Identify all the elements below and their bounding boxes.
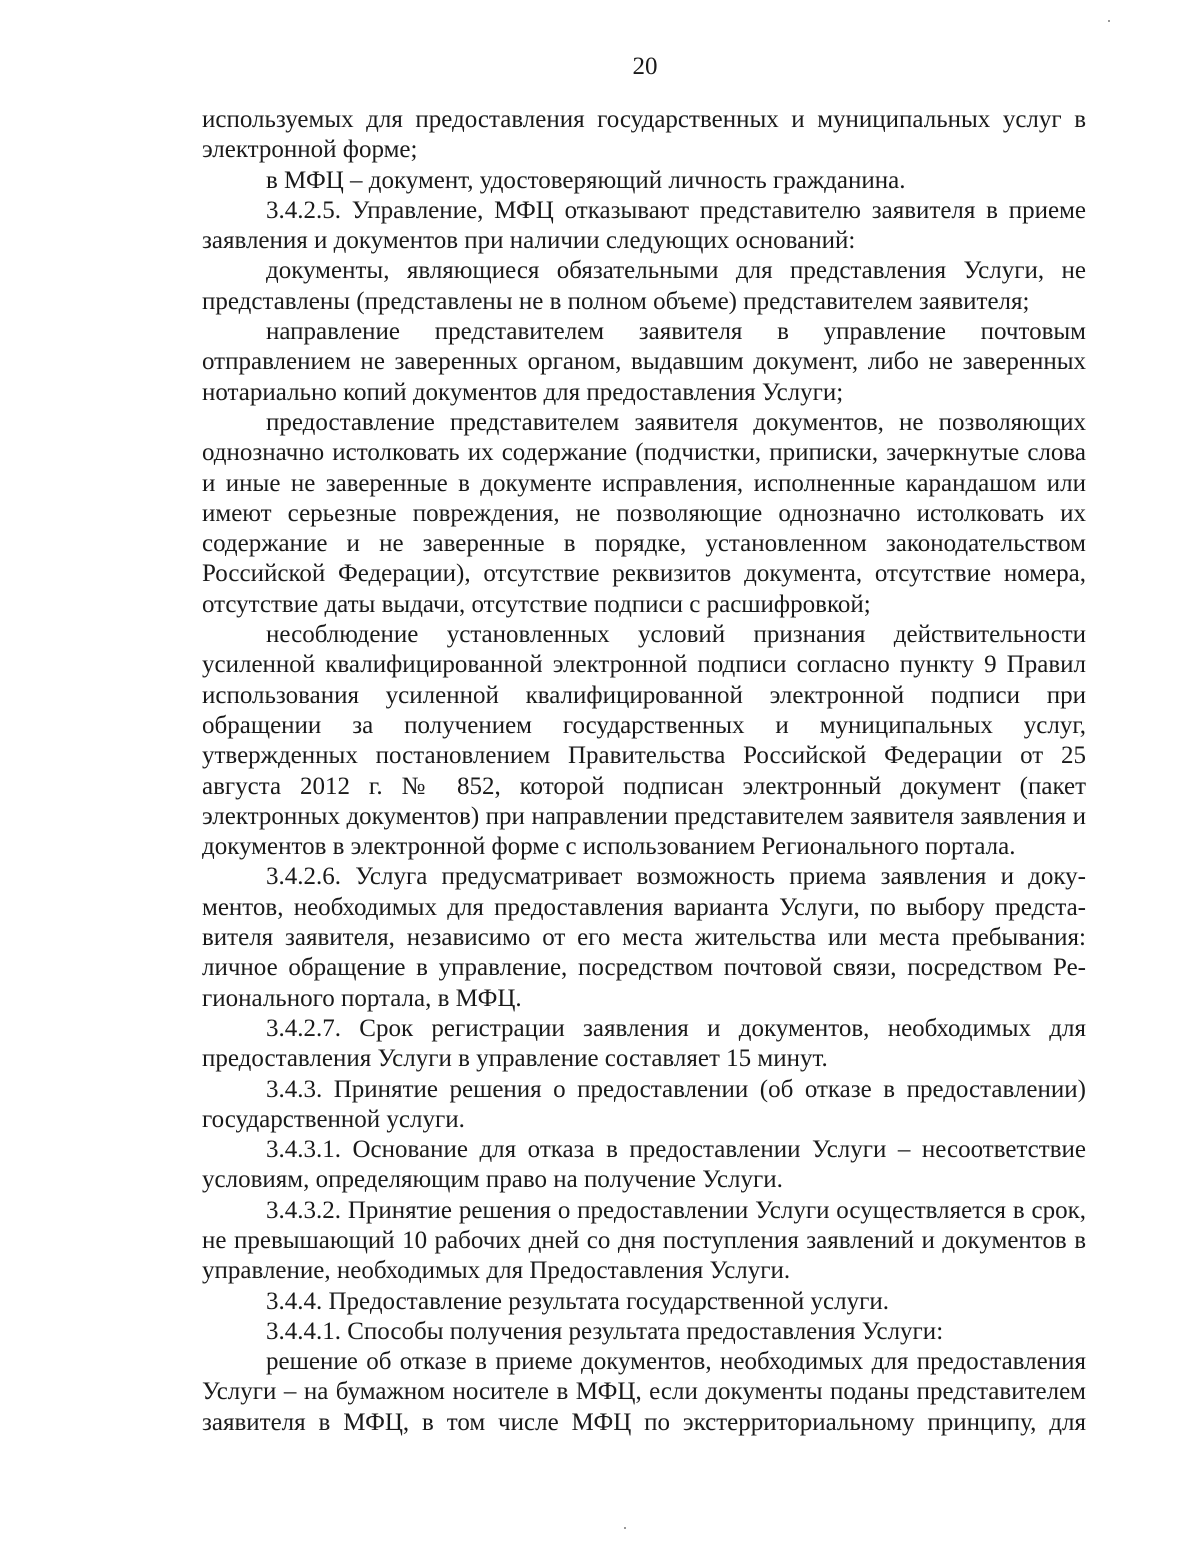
paragraph-3-4-2-6: 3.4.2.6. Услуга предусматривает возможность приема заявления и документов, необходимых для предоставления варианта Услуги, по выбору представителя заявителя, независимо от его места жительства или места пребывания: личное обращение в управление, посредством почтовой связи, посредством Регионального портала, в МФЦ.: [202, 863, 1086, 1012]
paragraph-continuation: используемых для предоставления государственных и муниципальных услуг в электронной форме;: [202, 106, 1086, 164]
paragraph-refusal-ground-2: направление представителем заявителя в управление почтовым отправлением не заверенных органом, выдавшим документ, либо не заверенных нотариально копий документов для предоставления Услуги;: [202, 318, 1086, 406]
paragraph-mfc-document: в МФЦ – документ, удостоверяющий личность гражданина.: [266, 166, 906, 194]
paragraph-3-4-3-2: 3.4.3.2. Принятие решения о предоставлении Услуги осуществляется в срок, не превышающий 10 рабочих дней со дня поступления заявлений и документов в управление, необходимых для Предоставления Услуги.: [202, 1196, 1086, 1285]
scan-speck-bottom: [624, 1527, 626, 1529]
paragraph-3-4-2-5: 3.4.2.5. Управление, МФЦ отказывают представителю заявителя в приеме заявления и документов при наличии следующих оснований:: [202, 196, 1086, 255]
paragraph-3-4-4-1: 3.4.4.1. Способы получения результата предоставления Услуги:: [266, 1317, 944, 1345]
paragraph-refusal-ground-4: несоблюдение установленных условий признания действительности усиленной квалифицированной электронной подписи согласно пункту 9 Правил использования усиленной квалифицированной электронной подписи при обращении за получением государственных и муниципальных услуг, утвержденных постановлением Правительства Российской Федерации от 25 августа 2012 г. № 852, которой подписан электронный документ (пакет электронных документов) при направлении представителем заявителя заявления и документов в электронной форме с использованием Регионального портала.: [202, 621, 1086, 861]
paragraph-result-method: решение об отказе в приеме документов, необходимых для предоставления Услуги – на бумажном носителе в МФЦ, если документы поданы представителем заявителя в МФЦ, в том числе МФЦ по экстерриториальному принципу, для: [202, 1348, 1086, 1436]
paragraph-refusal-ground-1: документы, являющиеся обязательными для представления Услуги, не представлены (представлены не в полном объеме) представителем заявителя;: [202, 257, 1086, 315]
scan-speck-top-right: [1108, 20, 1110, 22]
document-body: [202, 105, 1086, 1438]
paragraph-3-4-3: 3.4.3. Принятие решения о предоставлении (об отказе в предоставлении) государственной услуги.: [202, 1075, 1086, 1133]
page-number: 20: [632, 53, 658, 80]
paragraph-3-4-4: 3.4.4. Предоставление результата государственной услуги.: [266, 1287, 889, 1315]
paragraph-3-4-2-7: 3.4.2.7. Срок регистрации заявления и документов, необходимых для предоставления Услуги в управление составляет 15 минут.: [202, 1014, 1086, 1073]
paragraph-refusal-ground-3: предоставление представителем заявителя документов, не позволяющих однозначно истолковать их содержание (подчистки, приписки, зачеркнутые слова и иные не заверенные в документе исправления, исполненные карандашом или имеют серьезные повреждения, не позволяющие однозначно истолковать их содержание и не заверенные в порядке, установленном законодательством Российской Федерации), отсутствие реквизитов документа, отсутствие номера, отсутствие даты выдачи, отсутствие подписи с расшифровкой;: [202, 408, 1086, 618]
paragraph-3-4-3-1: 3.4.3.1. Основание для отказа в предоставлении Услуги – несоответствие условиям, определяющим право на получение Услуги.: [202, 1136, 1086, 1194]
